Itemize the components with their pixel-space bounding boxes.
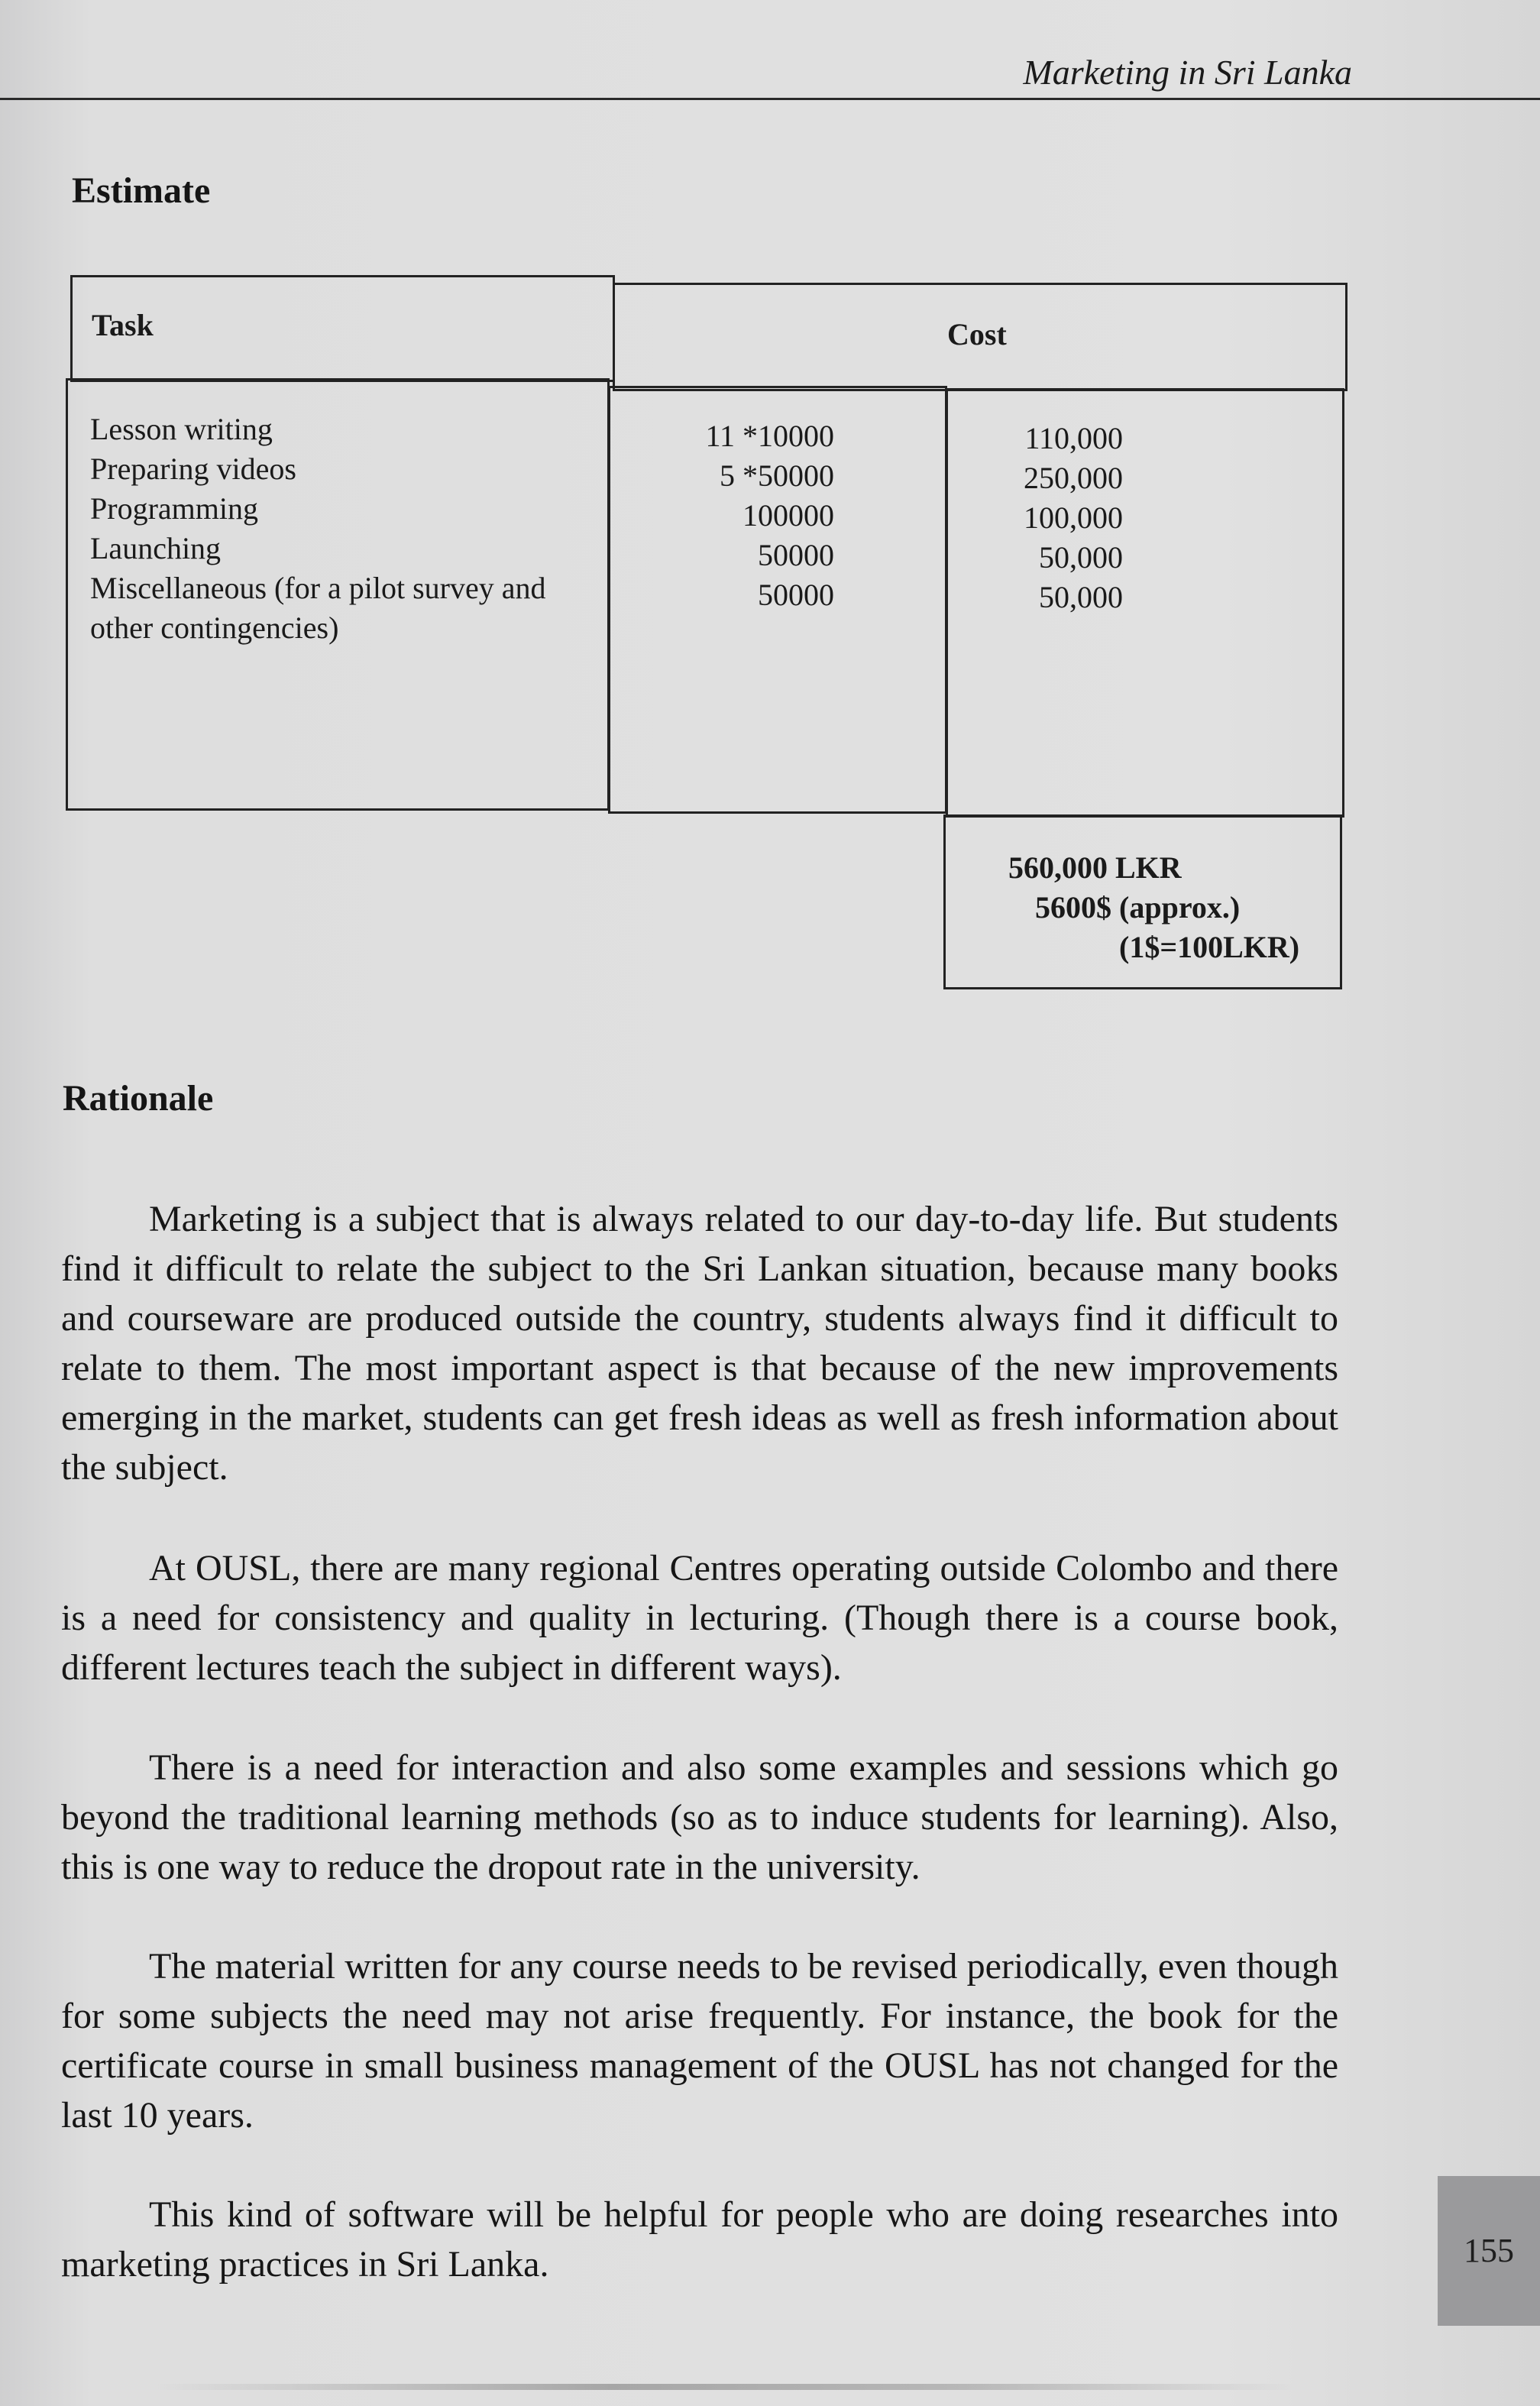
task-item: Preparing videos bbox=[90, 452, 296, 486]
estimate-heading: Estimate bbox=[72, 170, 211, 211]
cost-list bbox=[962, 419, 1123, 617]
task-item: Programming bbox=[90, 491, 258, 526]
rationale-paragraph: At OUSL, there are many regional Centres operating outside Colombo and there is a need for consistency and quality in lecturing. (Though there is a course book, different lectures teach the subject in different ways). bbox=[61, 1548, 1338, 1688]
rationale-paragraph: Marketing is a subject that is always related to our day-to-day life. But students find it difficult to relate the subject to the Sri Lankan situation, because many books and courseware are produced outside the country, students always find it difficult to relate to them. The most important aspect is that because of the new improvements emerging in the market, students can get fresh ideas as well as fresh information about the subject. bbox=[61, 1199, 1338, 1488]
calculation-value: 50000 bbox=[758, 578, 834, 612]
page-edge-shadow bbox=[153, 2384, 1299, 2390]
calculation-value: 11 *10000 bbox=[705, 419, 834, 453]
cost-value: 50,000 bbox=[1039, 580, 1123, 614]
task-list bbox=[90, 410, 610, 648]
task-item: Miscellaneous (for a pilot survey and other contingencies) bbox=[90, 571, 546, 645]
running-header-title: Marketing in Sri Lanka bbox=[1023, 53, 1352, 92]
calculation-value: 100000 bbox=[742, 498, 834, 533]
rationale-paragraph: There is a need for interaction and also some examples and sessions which go beyond the traditional learning methods (so as to induce students for learning). Also, this is one way to reduce the dropout rate in the university. bbox=[61, 1747, 1338, 1887]
calculation-value: 5 *50000 bbox=[720, 458, 834, 493]
page-number: 155 bbox=[1464, 2232, 1514, 2269]
task-item: Launching bbox=[90, 531, 222, 565]
cost-value: 110,000 bbox=[1024, 421, 1123, 455]
rationale-paragraph: This kind of software will be helpful for people who are doing researches into marketing practices in Sri Lanka. bbox=[61, 2194, 1338, 2285]
total-lkr: 560,000 LKR bbox=[1008, 850, 1182, 885]
total-usd: 5600$ (approx.) bbox=[1035, 890, 1241, 925]
header-rule bbox=[0, 98, 1540, 100]
exchange-rate: (1$=100LKR) bbox=[1119, 930, 1300, 964]
cost-column-header: Cost bbox=[947, 317, 1007, 351]
task-item: Lesson writing bbox=[90, 412, 273, 446]
cost-value: 250,000 bbox=[1024, 461, 1123, 495]
calculation-value: 50000 bbox=[758, 538, 834, 572]
calculation-list bbox=[634, 416, 834, 615]
task-column-header: Task bbox=[92, 308, 154, 342]
rationale-heading: Rationale bbox=[63, 1078, 214, 1119]
cost-value: 50,000 bbox=[1039, 540, 1123, 575]
rationale-paragraph: The material written for any course needs to be revised periodically, even though for some subjects the need may not arise frequently. For instance, the book for the certificate course in small business management of the OUSL has not changed for the last 10 years. bbox=[61, 1946, 1338, 2136]
cost-value: 100,000 bbox=[1024, 500, 1123, 535]
